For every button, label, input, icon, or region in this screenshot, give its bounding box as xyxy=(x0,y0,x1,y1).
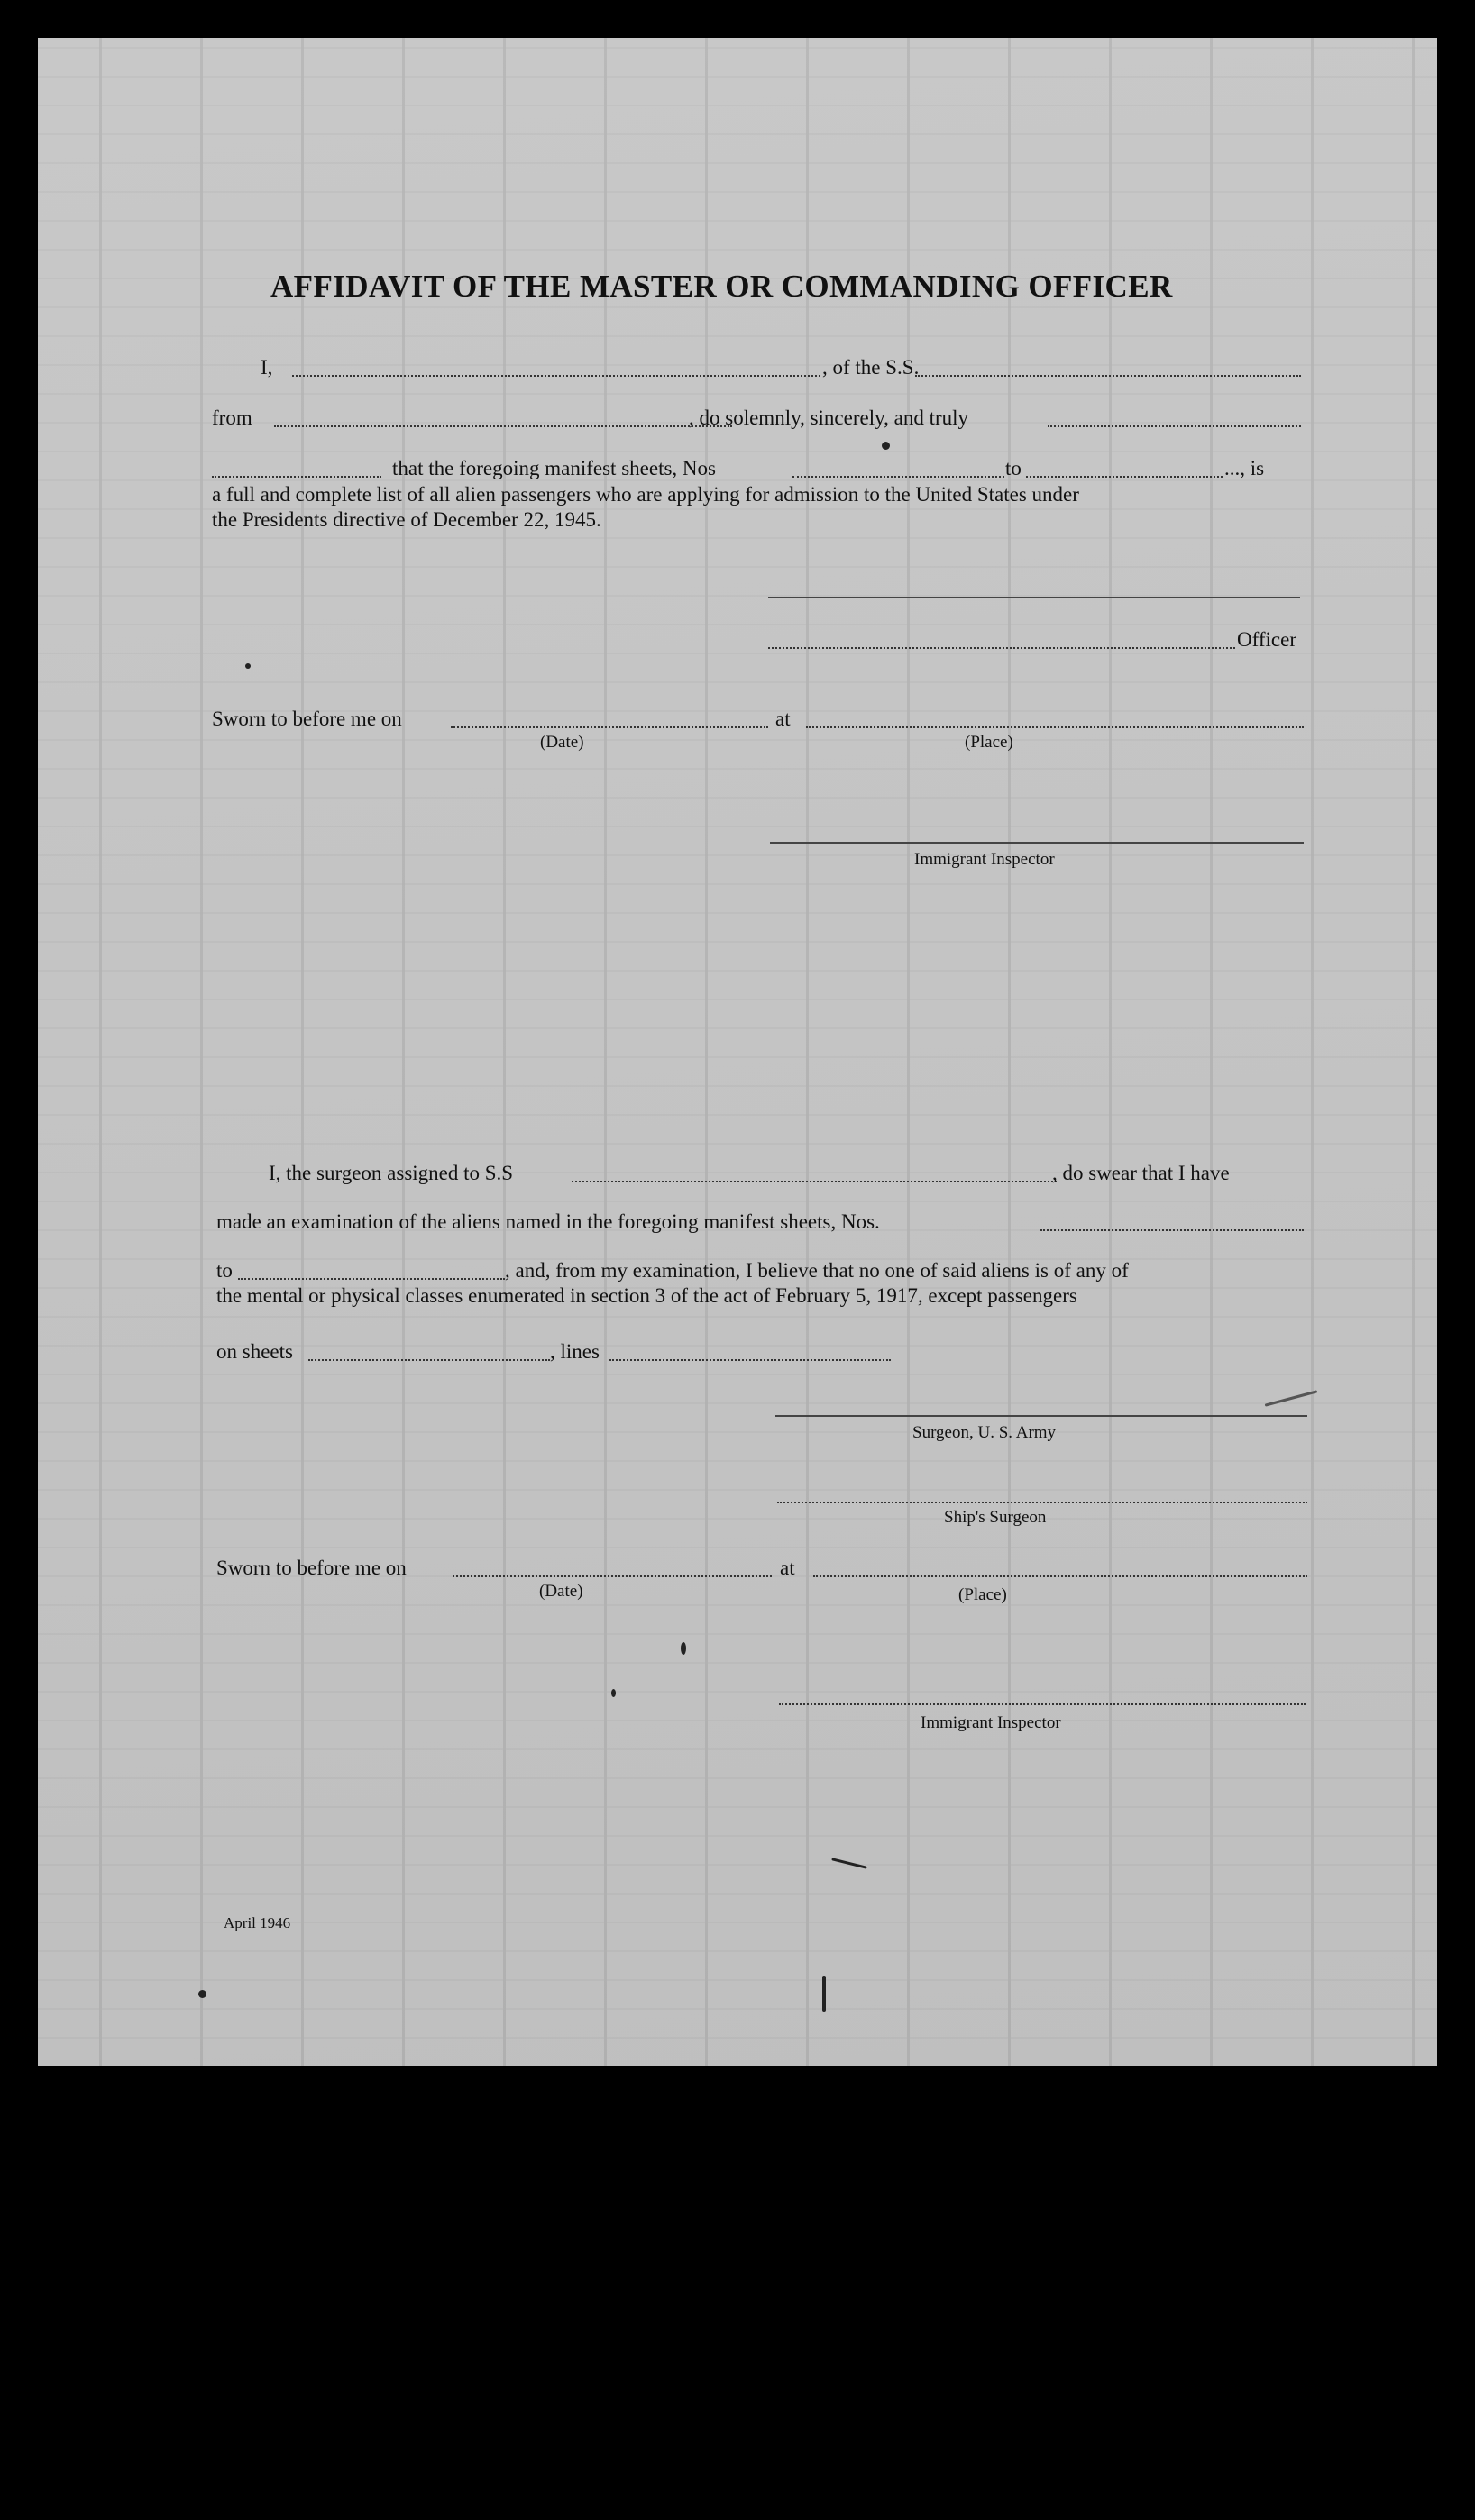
master-ship-field[interactable] xyxy=(915,375,1301,377)
surgeon-sworn-label: Sworn to before me on xyxy=(216,1557,407,1579)
master-sworn-label: Sworn to before me on xyxy=(212,708,402,730)
sheets-to-field[interactable] xyxy=(1026,476,1223,478)
master-sworn-date-field[interactable] xyxy=(451,726,768,728)
from-label: from xyxy=(212,406,252,429)
master-date-caption: (Date) xyxy=(540,733,584,752)
form-title: AFFIDAVIT OF THE MASTER OR COMMANDING OFFICER xyxy=(270,269,1173,304)
to-label: to xyxy=(1005,457,1022,479)
master-sworn-place-field[interactable] xyxy=(806,726,1304,728)
bleed-through-texture xyxy=(38,38,1437,2066)
on-sheets-field[interactable] xyxy=(308,1359,550,1361)
surgeon-line-4: the mental or physical classes enumerated in section 3 of the act of February 5, 1917, except passengers xyxy=(216,1284,1077,1307)
speck xyxy=(245,663,251,669)
speck xyxy=(611,1689,616,1697)
surgeon-place-caption: (Place) xyxy=(958,1585,1007,1604)
on-sheets-label: on sheets xyxy=(216,1340,293,1363)
surgeon-line-1b: , do swear that I have xyxy=(1052,1162,1230,1184)
surgeon-sheets-from-field[interactable] xyxy=(1040,1229,1304,1231)
master-i-label: I, xyxy=(261,356,273,379)
solemnly-label: , do solemnly, sincerely, and truly xyxy=(689,406,969,429)
of-ss-label: , of the S.S. xyxy=(822,356,920,379)
surgeon-sheets-to-field[interactable] xyxy=(238,1278,505,1280)
is-label: ..., is xyxy=(1224,457,1265,479)
form-date: April 1946 xyxy=(224,1914,291,1931)
surgeon-sworn-place-field[interactable] xyxy=(813,1575,1307,1577)
surgeon-line-1a: I, the surgeon assigned to S.S xyxy=(269,1162,514,1184)
ship-surgeon-caption: Ship's Surgeon xyxy=(944,1508,1047,1527)
foregoing-sheets-label: that the foregoing manifest sheets, Nos xyxy=(392,457,716,479)
surgeon-inspector-line[interactable] xyxy=(779,1703,1306,1705)
speck xyxy=(882,442,890,450)
sheets-from-field[interactable] xyxy=(792,476,1004,478)
surgeon-at-label: at xyxy=(780,1557,795,1579)
surgeon-ship-field[interactable] xyxy=(572,1181,1057,1182)
solemnly-field[interactable] xyxy=(1048,425,1301,427)
surgeon-to-label: to xyxy=(216,1259,233,1282)
speck xyxy=(831,1858,867,1869)
lines-field[interactable] xyxy=(609,1359,891,1361)
army-surgeon-caption: Surgeon, U. S. Army xyxy=(912,1423,1057,1442)
surgeon-sworn-date-field[interactable] xyxy=(453,1575,772,1577)
surgeon-inspector-caption: Immigrant Inspector xyxy=(921,1713,1061,1732)
surgeon-line-3: , and, from my examination, I believe that no one of said aliens is of any of xyxy=(505,1259,1129,1282)
surgeon-line-2: made an examination of the aliens named in the foregoing manifest sheets, Nos. xyxy=(216,1210,880,1233)
speck xyxy=(198,1990,206,1998)
master-inspector-line[interactable] xyxy=(770,842,1304,844)
master-place-caption: (Place) xyxy=(965,733,1013,752)
from-port-field[interactable] xyxy=(274,425,732,427)
master-statement-line-3: the Presidents directive of December 22, 1945. xyxy=(212,508,601,531)
affidavit-form-page xyxy=(38,38,1437,2066)
ship-surgeon-signature-line[interactable] xyxy=(777,1502,1307,1503)
speck xyxy=(681,1642,686,1655)
speck xyxy=(1265,1390,1318,1406)
master-name-field[interactable] xyxy=(292,375,820,377)
master-statement-line-2: a full and complete list of all alien passengers who are applying for admission to the United States under xyxy=(212,483,1079,506)
oath-field[interactable] xyxy=(212,476,381,478)
lines-label: , lines xyxy=(550,1340,600,1363)
army-surgeon-signature-line[interactable] xyxy=(775,1415,1307,1417)
speck xyxy=(822,1976,826,2012)
officer-label: Officer xyxy=(1237,628,1296,651)
master-inspector-caption: Immigrant Inspector xyxy=(914,850,1055,869)
officer-signature-field[interactable] xyxy=(768,647,1235,649)
signature-line[interactable] xyxy=(768,597,1300,598)
surgeon-date-caption: (Date) xyxy=(539,1582,583,1601)
master-at-label: at xyxy=(775,708,791,730)
